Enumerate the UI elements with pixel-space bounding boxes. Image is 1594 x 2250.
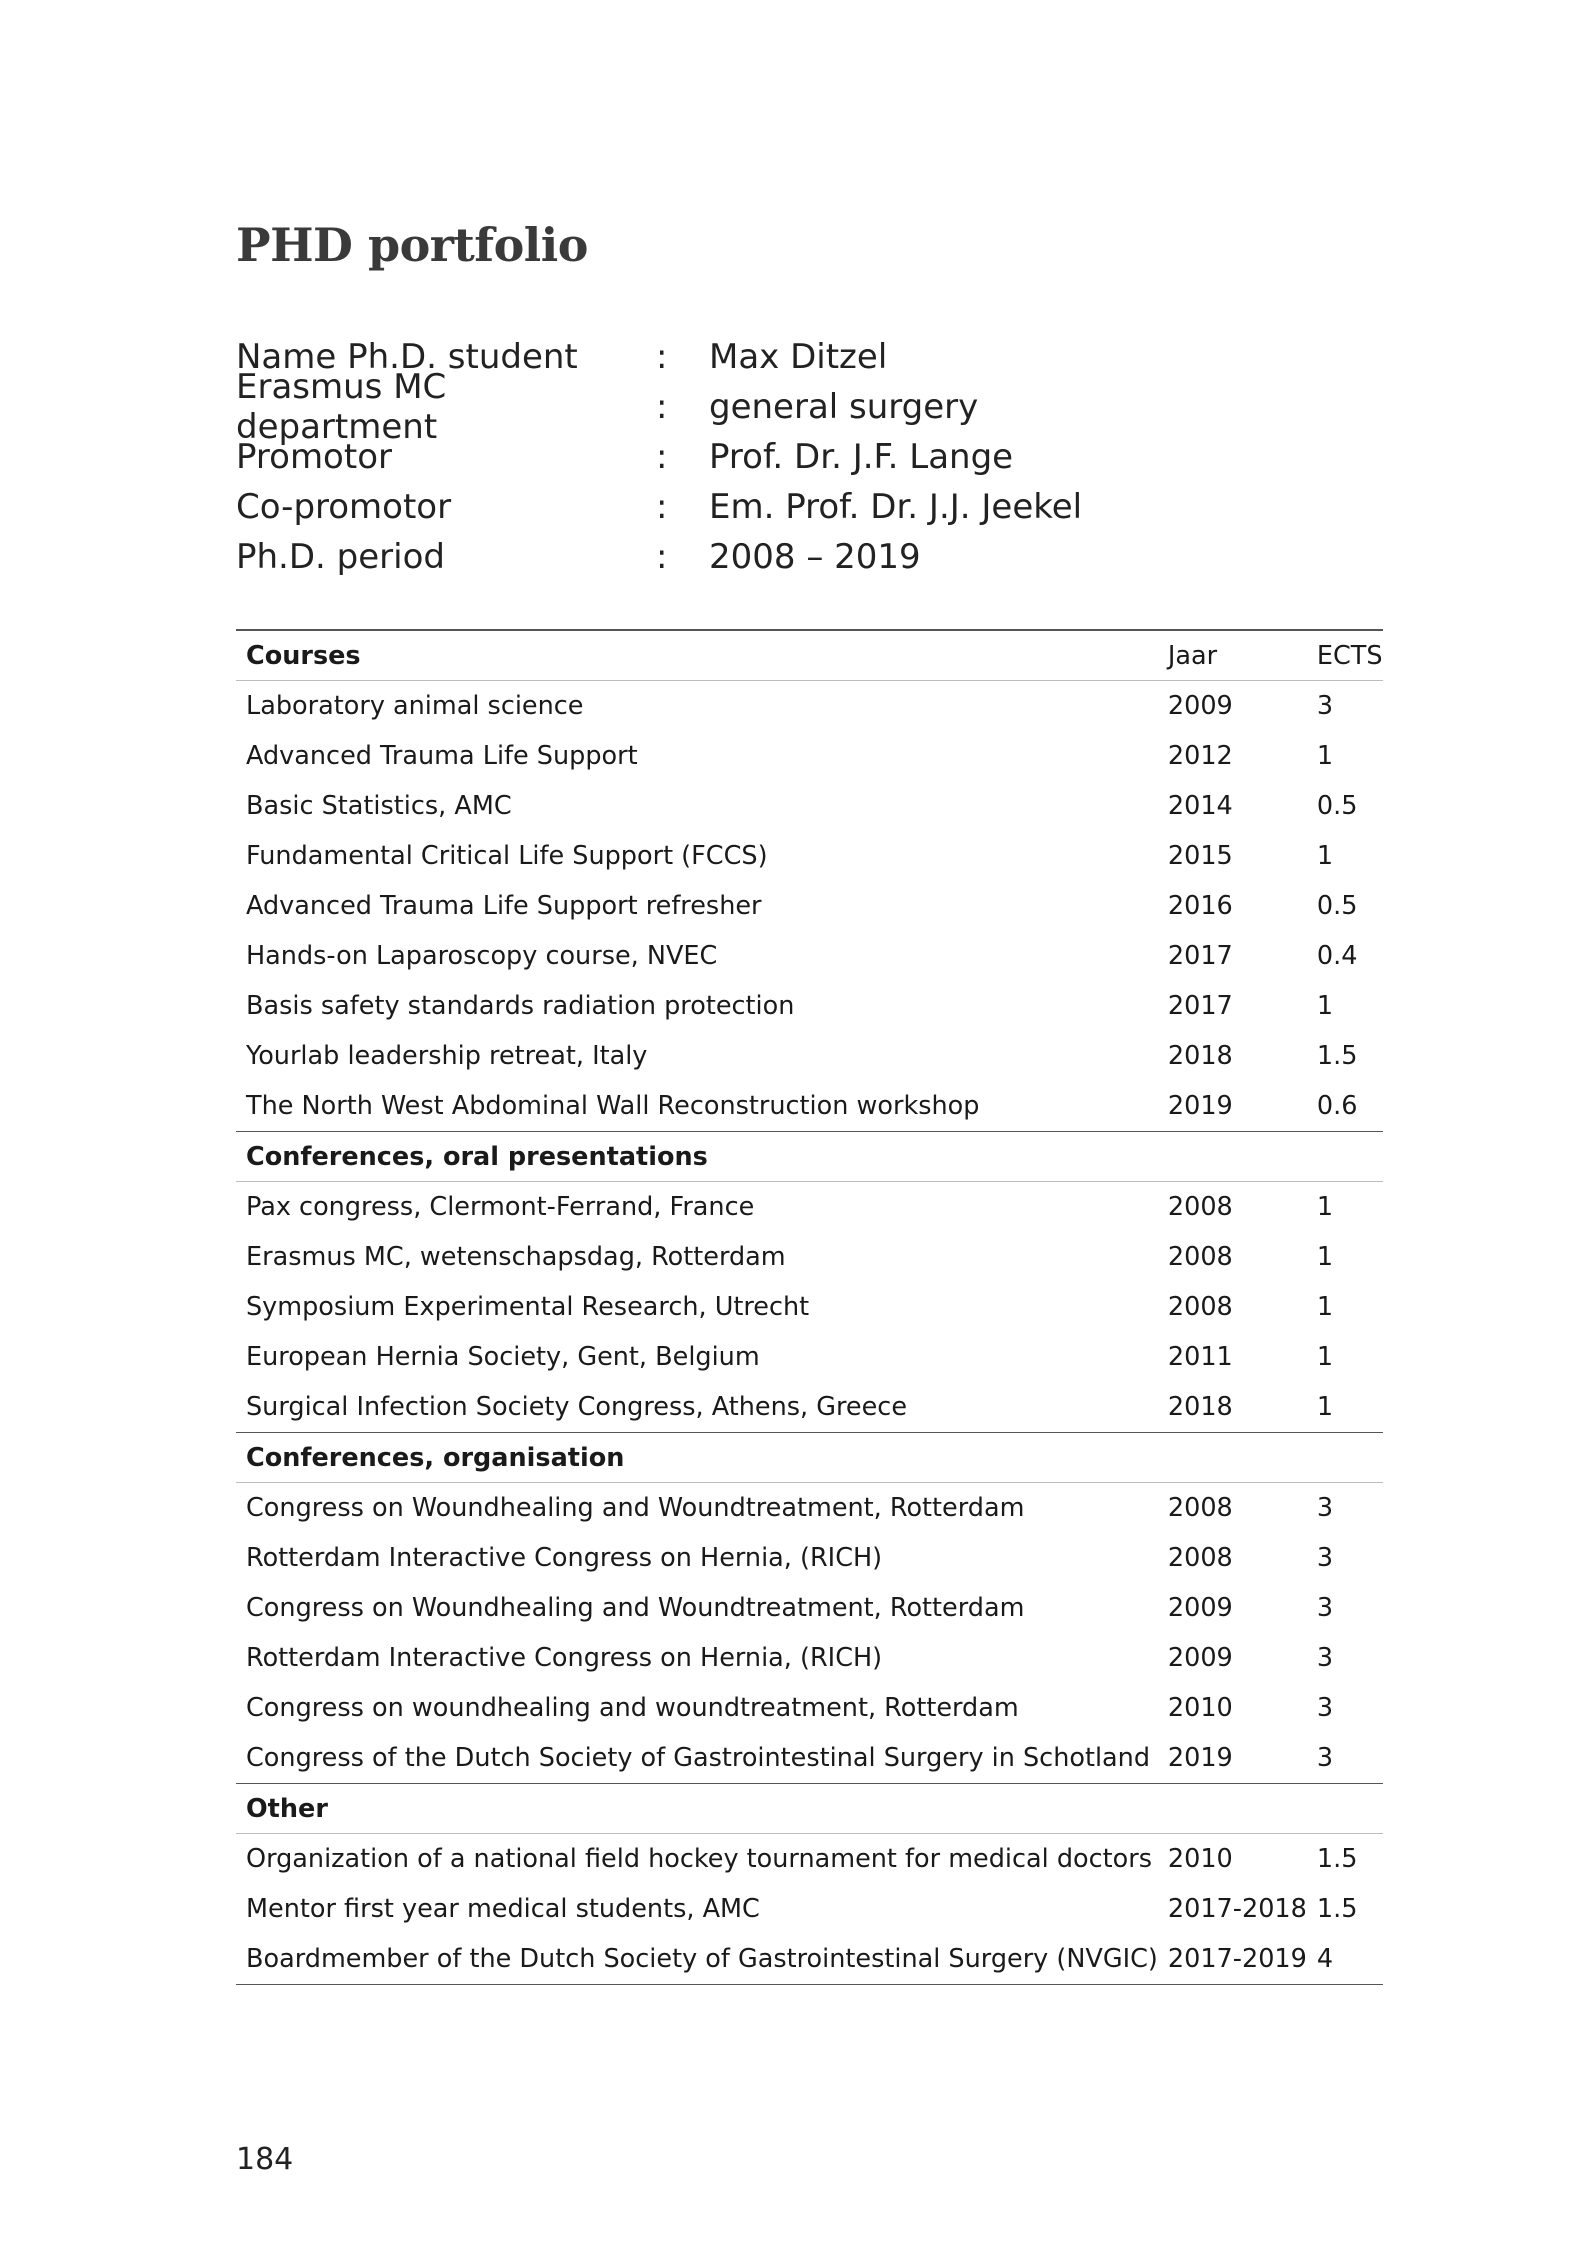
section-title: Conferences, organisation bbox=[236, 1433, 1158, 1483]
ects-cell: 3 bbox=[1316, 1493, 1334, 1523]
activity-name-cell: Fundamental Critical Life Support (FCCS) bbox=[246, 841, 768, 871]
ects-cell: 0.5 bbox=[1316, 791, 1358, 821]
empty-cell bbox=[1307, 1784, 1383, 1834]
activity-name-cell: Rotterdam Interactive Congress on Hernia, (RICH) bbox=[246, 1643, 883, 1673]
year-cell: 2008 bbox=[1167, 1292, 1233, 1322]
table-row bbox=[236, 931, 1383, 981]
section-title: Conferences, oral presentations bbox=[236, 1132, 1158, 1182]
activity-name-cell: Laboratory animal science bbox=[246, 691, 584, 721]
table-row bbox=[236, 1683, 1383, 1733]
year-cell: 2010 bbox=[1167, 1693, 1233, 1723]
info-value: Em. Prof. Dr. J.J. Jeekel bbox=[709, 487, 1083, 527]
year-cell: 2008 bbox=[1167, 1493, 1233, 1523]
info-value: Max Ditzel bbox=[709, 337, 888, 377]
activity-name-cell: Organization of a national field hockey tournament for medical doctors bbox=[246, 1844, 1153, 1874]
activity-name-cell: Symposium Experimental Research, Utrecht bbox=[246, 1292, 810, 1322]
table-row bbox=[236, 1282, 1383, 1332]
year-cell: 2017 bbox=[1167, 991, 1233, 1021]
year-cell: 2008 bbox=[1167, 1543, 1233, 1573]
year-cell: 2010 bbox=[1167, 1844, 1233, 1874]
table-row bbox=[236, 781, 1383, 831]
year-cell: 2019 bbox=[1158, 1733, 1307, 1784]
activity-name-cell: Hands-on Laparoscopy course, NVEC bbox=[246, 941, 718, 971]
year-cell: 2017-2019 bbox=[1158, 1934, 1307, 1985]
portfolio-table-body bbox=[236, 630, 1383, 1985]
table-row bbox=[236, 981, 1383, 1031]
ects-cell: 0.5 bbox=[1316, 891, 1358, 921]
info-label: Ph.D. period bbox=[236, 537, 445, 577]
table-row bbox=[236, 681, 1383, 732]
table-row bbox=[236, 1081, 1383, 1132]
activity-name-cell: Erasmus MC, wetenschapsdag, Rotterdam bbox=[246, 1242, 786, 1272]
info-separator: : bbox=[656, 537, 668, 577]
empty-cell bbox=[1158, 1433, 1307, 1483]
info-value: Prof. Dr. J.F. Lange bbox=[709, 437, 1014, 477]
ects-cell: 1 bbox=[1316, 1192, 1334, 1222]
ects-cell: 3 bbox=[1316, 691, 1334, 721]
activity-name-cell: Rotterdam Interactive Congress on Hernia, (RICH) bbox=[246, 1543, 883, 1573]
year-cell: 2009 bbox=[1167, 1593, 1233, 1623]
section-header-row bbox=[236, 1132, 1383, 1182]
ects-cell: 1 bbox=[1307, 1382, 1383, 1433]
info-separator: : bbox=[656, 337, 668, 377]
activity-name-cell: Mentor first year medical students, AMC bbox=[246, 1894, 760, 1924]
table-row bbox=[236, 1583, 1383, 1633]
info-row-co-promotor bbox=[236, 482, 1082, 532]
info-separator: : bbox=[656, 487, 668, 527]
activity-name-cell: Advanced Trauma Life Support refresher bbox=[246, 891, 762, 921]
ects-cell: 1 bbox=[1316, 1242, 1334, 1272]
info-row-department bbox=[236, 367, 1082, 447]
section-title: Courses bbox=[236, 630, 1158, 681]
year-column-header: Jaar bbox=[1158, 630, 1307, 681]
table-row bbox=[236, 1483, 1383, 1534]
year-cell: 2009 bbox=[1167, 691, 1233, 721]
page-number: 184 bbox=[236, 2142, 294, 2177]
table-row bbox=[236, 1332, 1383, 1382]
ects-cell: 1 bbox=[1316, 1292, 1334, 1322]
activity-name-cell: Pax congress, Clermont-Ferrand, France bbox=[246, 1192, 755, 1222]
activity-name-cell: Congress on Woundhealing and Woundtreatment, Rotterdam bbox=[246, 1493, 1025, 1523]
ects-cell: 1.5 bbox=[1316, 1844, 1358, 1874]
section-header-row bbox=[236, 1784, 1383, 1834]
info-label: Co-promotor bbox=[236, 487, 452, 527]
info-separator: : bbox=[656, 387, 668, 427]
year-cell: 2008 bbox=[1167, 1242, 1233, 1272]
activity-name-cell: Basic Statistics, AMC bbox=[246, 791, 512, 821]
activity-name-cell: The North West Abdominal Wall Reconstruction workshop bbox=[236, 1081, 1158, 1132]
table-row bbox=[236, 1031, 1383, 1081]
activity-name-cell: Boardmember of the Dutch Society of Gastrointestinal Surgery (NVGIC) bbox=[236, 1934, 1158, 1985]
year-cell: 2009 bbox=[1167, 1643, 1233, 1673]
info-label: Promotor bbox=[236, 437, 392, 477]
table-row bbox=[236, 1182, 1383, 1233]
table-row bbox=[236, 1733, 1383, 1784]
ects-cell: 3 bbox=[1307, 1733, 1383, 1784]
activity-name-cell: European Hernia Society, Gent, Belgium bbox=[246, 1342, 760, 1372]
year-cell: 2011 bbox=[1167, 1342, 1233, 1372]
activity-name-cell: Advanced Trauma Life Support bbox=[246, 741, 638, 771]
info-value: 2008 – 2019 bbox=[709, 537, 921, 577]
ects-cell: 0.4 bbox=[1316, 941, 1358, 971]
ects-cell: 1 bbox=[1316, 841, 1334, 871]
ects-cell: 3 bbox=[1316, 1593, 1334, 1623]
activity-name-cell: Basis safety standards radiation protection bbox=[246, 991, 795, 1021]
ects-cell: 3 bbox=[1316, 1693, 1334, 1723]
info-row-promotor bbox=[236, 432, 1082, 482]
year-cell: 2014 bbox=[1167, 791, 1233, 821]
ects-cell: 1 bbox=[1316, 991, 1334, 1021]
activity-name-cell: Surgical Infection Society Congress, Athens, Greece bbox=[236, 1382, 1158, 1433]
info-label: Erasmus MC department bbox=[236, 367, 447, 447]
empty-cell bbox=[1158, 1784, 1307, 1834]
table-row bbox=[236, 1633, 1383, 1683]
info-separator: : bbox=[656, 437, 668, 477]
activity-name-cell: Yourlab leadership retreat, Italy bbox=[246, 1041, 648, 1071]
year-cell: 2012 bbox=[1167, 741, 1233, 771]
section-title: Other bbox=[236, 1784, 1158, 1834]
ects-cell: 1 bbox=[1316, 741, 1334, 771]
empty-cell bbox=[1158, 1132, 1307, 1182]
page-title: PHD portfolio bbox=[236, 218, 588, 272]
ects-cell: 3 bbox=[1316, 1643, 1334, 1673]
year-cell: 2018 bbox=[1158, 1382, 1307, 1433]
ects-cell: 1 bbox=[1316, 1342, 1334, 1372]
table-row bbox=[236, 731, 1383, 781]
table-row bbox=[236, 1884, 1383, 1934]
table-row bbox=[236, 1382, 1383, 1433]
year-cell: 2019 bbox=[1158, 1081, 1307, 1132]
table-row bbox=[236, 1232, 1383, 1282]
student-info bbox=[236, 332, 1082, 582]
info-value: general surgery bbox=[709, 387, 979, 427]
ects-column-header: ECTS bbox=[1307, 630, 1383, 681]
empty-cell bbox=[1307, 1433, 1383, 1483]
year-cell: 2015 bbox=[1167, 841, 1233, 871]
empty-cell bbox=[1307, 1132, 1383, 1182]
year-cell: 2016 bbox=[1167, 891, 1233, 921]
table-row bbox=[236, 1934, 1383, 1985]
ects-cell: 3 bbox=[1316, 1543, 1334, 1573]
ects-cell: 1.5 bbox=[1316, 1894, 1358, 1924]
info-row-period bbox=[236, 532, 1082, 582]
portfolio-table bbox=[236, 629, 1383, 1985]
table-row bbox=[236, 1533, 1383, 1583]
year-cell: 2017-2018 bbox=[1167, 1894, 1307, 1924]
activity-name-cell: Congress on woundhealing and woundtreatment, Rotterdam bbox=[246, 1693, 1019, 1723]
ects-cell: 1.5 bbox=[1316, 1041, 1358, 1071]
info-label: Name Ph.D. student bbox=[236, 337, 578, 377]
table-row bbox=[236, 881, 1383, 931]
table-row bbox=[236, 831, 1383, 881]
section-header-row bbox=[236, 1433, 1383, 1483]
year-cell: 2017 bbox=[1167, 941, 1233, 971]
activity-name-cell: Congress on Woundhealing and Woundtreatment, Rotterdam bbox=[246, 1593, 1025, 1623]
year-cell: 2018 bbox=[1167, 1041, 1233, 1071]
ects-cell: 0.6 bbox=[1307, 1081, 1383, 1132]
ects-cell: 4 bbox=[1307, 1934, 1383, 1985]
section-header-row bbox=[236, 630, 1383, 681]
activity-name-cell: Congress of the Dutch Society of Gastrointestinal Surgery in Schotland bbox=[236, 1733, 1158, 1784]
table-row bbox=[236, 1834, 1383, 1885]
year-cell: 2008 bbox=[1167, 1192, 1233, 1222]
